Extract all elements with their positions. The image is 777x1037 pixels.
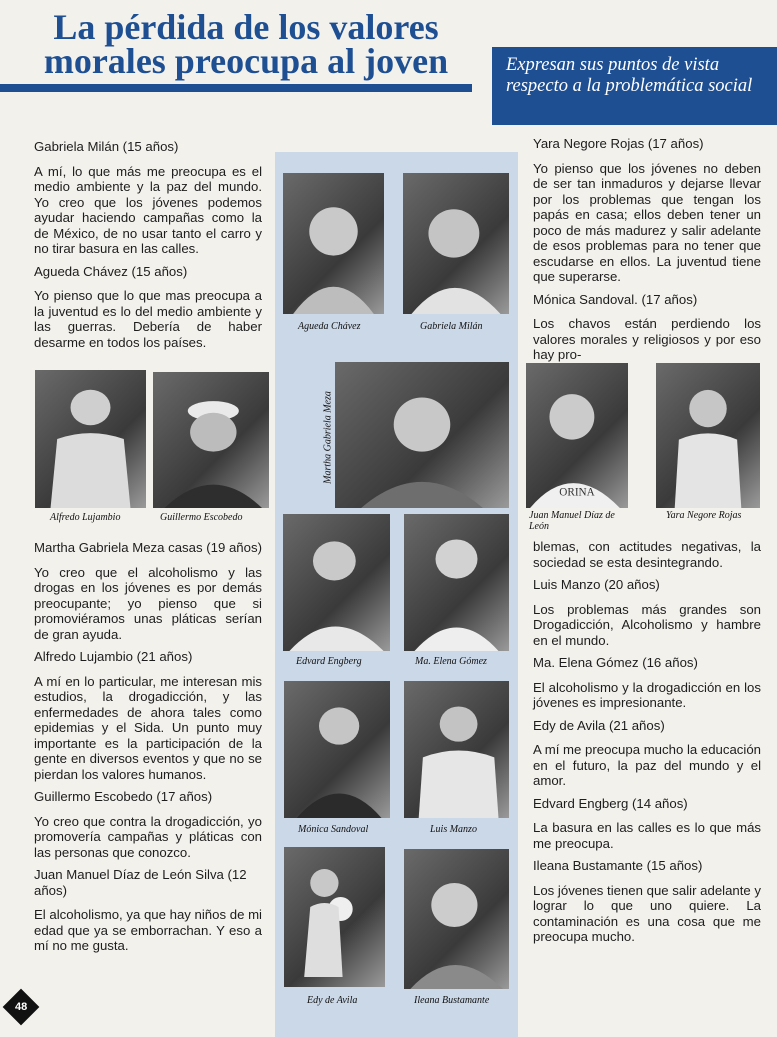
photo-ileana	[404, 849, 509, 989]
photo-luis	[404, 681, 509, 818]
quote-name: Ileana Bustamante (15 años)	[533, 858, 703, 873]
quote-name: Gabriela Milán (15 años)	[34, 139, 179, 154]
caption-gabriela: Gabriela Milán	[420, 321, 483, 332]
photo-edvard	[283, 514, 390, 651]
portrait-image	[403, 173, 509, 314]
title-line-2: morales preocupa al joven	[43, 41, 449, 81]
title-line-1: La pérdida de los valores	[53, 7, 439, 47]
quote-name: Juan Manuel Díaz de León Silva (12 años)	[34, 867, 247, 898]
photo-juan	[526, 363, 628, 508]
quote-text: Yo pienso que lo que mas preocupa a la juventud es lo del medio ambiente y las guerras. Debería de haber desarme en todos los países.	[34, 288, 262, 350]
quote-name: Yara Negore Rojas (17 años)	[533, 136, 704, 151]
caption-luis: Luis Manzo	[430, 824, 477, 835]
quote-text: A mí en lo particular, me interesan mis estudios, la drogadicción, y las enfermedades de ahora tales como epidemias y el Sida. Un punto muy importante es la participación de la gente en diversos eventos y que no se pierdan los valores humanos.	[34, 673, 262, 782]
caption-monica: Mónica Sandoval	[298, 824, 369, 835]
quote-text: Los problemas más grandes son Drogadicción, Alcoholismo y hambre en el mundo.	[533, 601, 761, 648]
caption-alfredo: Alfredo Lujambio	[50, 512, 121, 523]
page-number-badge	[3, 989, 40, 1026]
caption-edvard: Edvard Engberg	[296, 656, 362, 667]
subtitle-box	[492, 47, 777, 125]
portrait-image	[283, 173, 384, 314]
quote-name: Luis Manzo (20 años)	[533, 577, 660, 592]
left-column-lower	[34, 540, 262, 961]
quote-text: Yo pienso que los jóvenes no deben de ser tan inmaduros y dejarse llevar por los problemas que tengan los papás en casa; ellos deben tener un poco de más madurez y salir adelante de esos problemas para no tener que escudarse en ellos. La juventud tiene que superarse.	[533, 160, 761, 284]
article-title	[16, 7, 476, 81]
quote-text: A mí me preocupa mucho la educación en el futuro, la paz del mundo y el amor.	[533, 742, 761, 788]
photo-yara	[656, 363, 760, 508]
quote-name: Martha Gabriela Meza casas (19 años)	[34, 540, 262, 555]
quote-name: Edvard Engberg (14 años)	[533, 795, 688, 811]
article-subtitle: Expresan sus puntos de vista respecto a la problemática social	[506, 55, 753, 96]
quote-name: Ma. Elena Gómez (16 años)	[533, 655, 698, 670]
portrait-image	[335, 362, 509, 508]
caption-elena: Ma. Elena Gómez	[415, 656, 487, 667]
caption-agueda: Agueda Chávez	[298, 321, 361, 332]
right-column-lower	[533, 539, 761, 952]
quote-text: blemas, con actitudes negativas, la sociedad se esta desintegrando.	[533, 539, 761, 570]
shirt-text: ORINA	[559, 486, 595, 499]
quote-text: El alcoholismo y la drogadicción en los jóvenes es impresionante.	[533, 679, 761, 710]
caption-martha: Martha Gabriela Meza	[322, 391, 334, 484]
quote-text: Los jóvenes tienen que salir adelante y lograr lo que uno quiere. La contaminación es una cosa que me preocupa mucho.	[533, 882, 762, 944]
portrait-image	[404, 849, 509, 989]
quote-text: Yo creo que contra la drogadicción, yo promovería campañas y pláticas con las personas que conozco.	[34, 813, 262, 860]
quote-text: Yo creo que el alcoholismo y las drogas en los jóvenes es por demás preocupante; yo pienso que si promoviéramos unas pláticas serían de gran ayuda.	[34, 564, 262, 642]
photo-edy	[284, 847, 385, 987]
portrait-image	[153, 372, 269, 508]
photo-monica	[284, 681, 390, 818]
right-column-top	[533, 136, 761, 370]
page-number: 48	[14, 1001, 28, 1013]
portrait-image	[404, 514, 509, 651]
quote-text: La basura en las calles es lo que más me preocupa.	[533, 820, 761, 851]
caption-guillermo: Guillermo Escobedo	[160, 512, 243, 523]
photo-agueda	[283, 173, 384, 314]
caption-ileana: Ileana Bustamante	[414, 995, 490, 1006]
quote-text: A mí, lo que más me preocupa es el medio ambiente y la paz del mundo. Yo creo que los jóvenes podemos ayudar haciendo campañas como la de México, de no usar tanto el carro y no tirar basura en las calles.	[34, 163, 262, 256]
quote-text: Los chavos están perdiendo los valores morales y religiosos y por eso hay pro-	[533, 316, 761, 362]
photo-guillermo	[153, 372, 269, 508]
quote-name: Guillermo Escobedo (17 años)	[34, 789, 213, 804]
photo-elena	[404, 514, 509, 651]
photo-alfredo	[35, 370, 146, 508]
quote-name: Alfredo Lujambio (21 años)	[34, 649, 193, 664]
portrait-image	[284, 681, 390, 818]
caption-juan: Juan Manuel Díaz de León	[529, 510, 615, 532]
quote-name: Mónica Sandoval. (17 años)	[533, 291, 698, 307]
quote-name: Agueda Chávez (15 años)	[34, 263, 188, 279]
portrait-image	[284, 847, 385, 987]
portrait-image	[35, 370, 146, 508]
quote-text: El alcoholismo, ya que hay niños de mi edad que ya se emborrachan. Y eso a mí no me gusta.	[34, 907, 262, 953]
quote-name: Edy de Avila (21 años)	[533, 717, 665, 733]
photo-martha	[335, 362, 509, 508]
portrait-image	[283, 514, 390, 651]
caption-edy: Edy de Avila	[307, 995, 358, 1006]
portrait-image	[526, 363, 628, 508]
left-column-top	[34, 139, 262, 357]
portrait-image	[656, 363, 760, 508]
caption-yara: Yara Negore Rojas	[666, 510, 742, 521]
title-underline	[0, 84, 472, 92]
photo-gabriela	[403, 173, 509, 314]
portrait-image	[404, 681, 509, 818]
